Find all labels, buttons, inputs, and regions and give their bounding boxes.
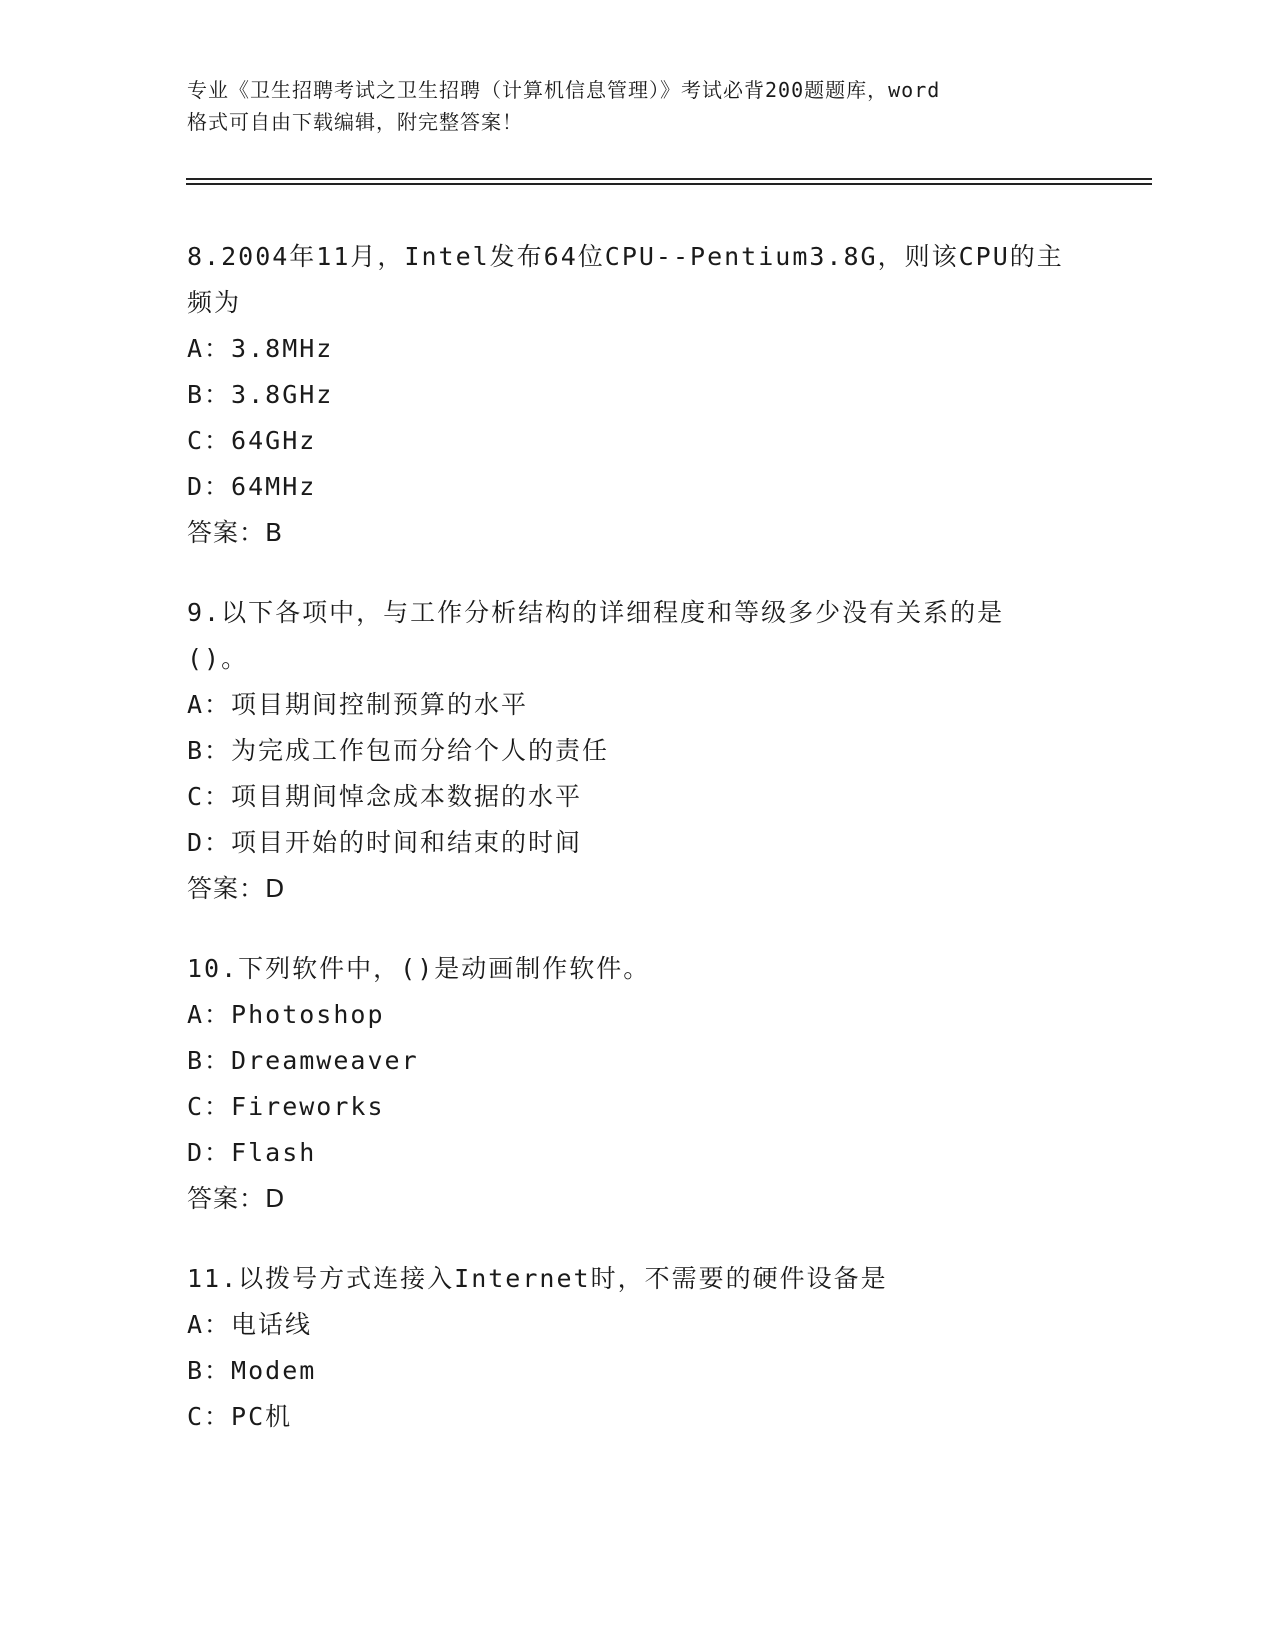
header-divider-top (186, 178, 1152, 180)
option-a: A：电话线 (187, 1310, 313, 1339)
option-a: A：Photoshop (187, 1000, 385, 1029)
option-d: D：Flash (187, 1138, 317, 1167)
option-c: C：项目期间悼念成本数据的水平 (187, 782, 583, 811)
header-title-line-1: 专业《卫生招聘考试之卫生招聘（计算机信息管理）》考试必背200题题库，word (187, 78, 941, 102)
question-stem: 11.以拨号方式连接入Internet时，不需要的硬件设备是 (187, 1264, 888, 1293)
option-c: C：PC机 (187, 1402, 293, 1431)
option-a: A：项目期间控制预算的水平 (187, 690, 529, 719)
question-8 (187, 234, 1087, 556)
option-c: C：64GHz (187, 426, 317, 455)
question-stem-line-2: ()。 (187, 644, 249, 673)
answer-line: 答案：B (187, 518, 284, 547)
question-list (187, 234, 1087, 1474)
option-d: D：64MHz (187, 472, 317, 501)
header-title-line-2: 格式可自由下载编辑，附完整答案！ (187, 110, 523, 134)
answer-line: 答案：D (187, 1184, 286, 1213)
question-9 (187, 590, 1087, 912)
question-10 (187, 946, 1087, 1222)
question-stem (187, 590, 1087, 682)
question-stem-line-2: 频为 (187, 288, 242, 317)
option-c: C：Fireworks (187, 1092, 385, 1121)
question-stem-line-1: 8.2004年11月，Intel发布64位CPU--Pentium3.8G，则该CPU的主 (187, 242, 1064, 271)
question-stem-line-1: 9.以下各项中，与工作分析结构的详细程度和等级多少没有关系的是 (187, 598, 1005, 627)
question-stem: 10.下列软件中，()是动画制作软件。 (187, 954, 651, 983)
document-header (187, 74, 1087, 138)
answer-line: 答案：D (187, 874, 286, 903)
question-11 (187, 1256, 1087, 1440)
header-divider-bottom (186, 183, 1152, 185)
option-a: A：3.8MHz (187, 334, 334, 363)
option-b: B：3.8GHz (187, 380, 334, 409)
question-stem (187, 234, 1087, 326)
option-b: B：为完成工作包而分给个人的责任 (187, 736, 610, 765)
option-b: B：Modem (187, 1356, 317, 1385)
option-b: B：Dreamweaver (187, 1046, 419, 1075)
option-d: D：项目开始的时间和结束的时间 (187, 828, 583, 857)
